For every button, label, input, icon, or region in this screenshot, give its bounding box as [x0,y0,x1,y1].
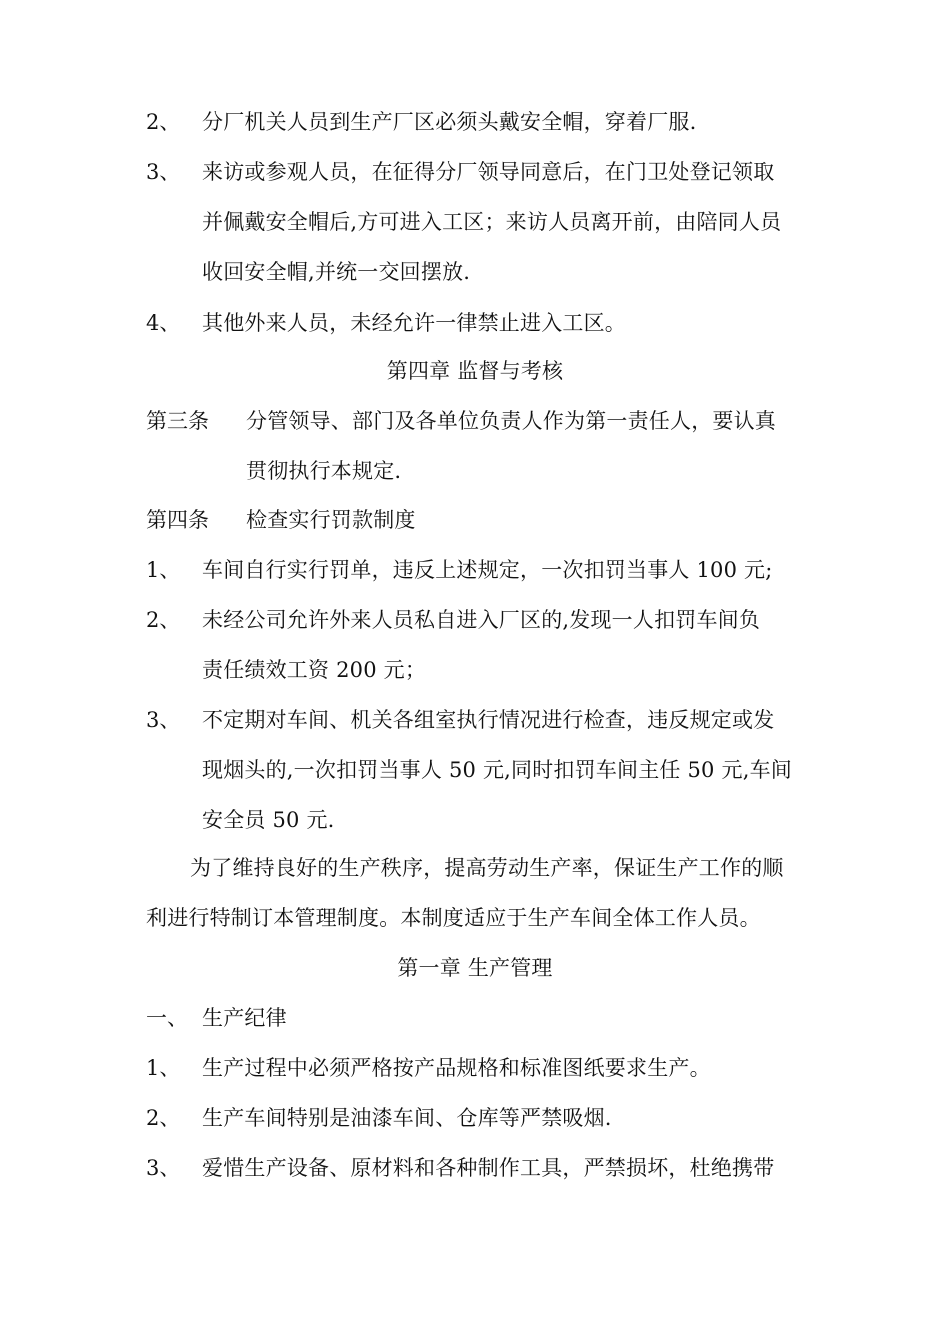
paragraph-line: 责任绩效工资 200 元； [202,658,427,682]
item-number: 4、 [146,311,181,335]
paragraph-line: 分管领导、部门及各单位负责人作为第一责任人，要认真 [246,409,776,433]
paragraph-line: 其他外来人员，未经允许一律禁止进入工区。 [202,311,626,335]
article-label: 第三条 [146,409,209,433]
article-label: 第四条 [146,508,209,532]
paragraph-line: 生产过程中必须严格按产品规格和标准图纸要求生产。 [202,1056,711,1080]
paragraph-line: 安全员 50 元. [202,808,335,832]
paragraph-line: 检查实行罚款制度 [246,508,416,532]
paragraph-line: 来访或参观人员，在征得分厂领导同意后，在门卫处登记领取 [202,160,775,184]
chapter-heading: 第四章 监督与考核 [386,359,564,383]
paragraph-line: 贯彻执行本规定. [246,459,402,483]
paragraph-line: 分厂机关人员到生产厂区必须头戴安全帽，穿着厂服. [202,110,697,134]
item-number: 3、 [146,708,181,732]
paragraph-line: 为了维持良好的生产秩序，提高劳动生产率，保证生产工作的顺 [190,856,784,880]
item-number: 2、 [146,1106,181,1130]
item-number: 2、 [146,608,181,632]
item-number: 3、 [146,160,181,184]
paragraph-line: 生产车间特别是油漆车间、仓库等严禁吸烟. [202,1106,612,1130]
paragraph-line: 利进行特制订本管理制度。本制度适应于生产车间全体工作人员。 [146,906,761,930]
item-number: 1、 [146,558,181,582]
section-number: 一、 [146,1006,188,1030]
paragraph-line: 未经公司允许外来人员私自进入厂区的,发现一人扣罚车间负 [202,608,761,632]
paragraph-line: 车间自行实行罚单，违反上述规定，一次扣罚当事人 100 元; [202,558,773,582]
paragraph-line: 现烟头的,一次扣罚当事人 50 元,同时扣罚车间主任 50 元,车间 [202,758,792,782]
chapter-heading: 第一章 生产管理 [397,956,553,980]
paragraph-line: 爱惜生产设备、原材料和各种制作工具，严禁损坏，杜绝携带 [202,1156,775,1180]
section-heading: 生产纪律 [202,1006,287,1030]
item-number: 3、 [146,1156,181,1180]
paragraph-line: 并佩戴安全帽后,方可进入工区；来访人员离开前，由陪同人员 [202,210,782,234]
item-number: 1、 [146,1056,181,1080]
item-number: 2、 [146,110,181,134]
paragraph-line: 不定期对车间、机关各组室执行情况进行检查，违反规定或发 [202,708,775,732]
paragraph-line: 收回安全帽,并统一交回摆放. [202,260,471,284]
